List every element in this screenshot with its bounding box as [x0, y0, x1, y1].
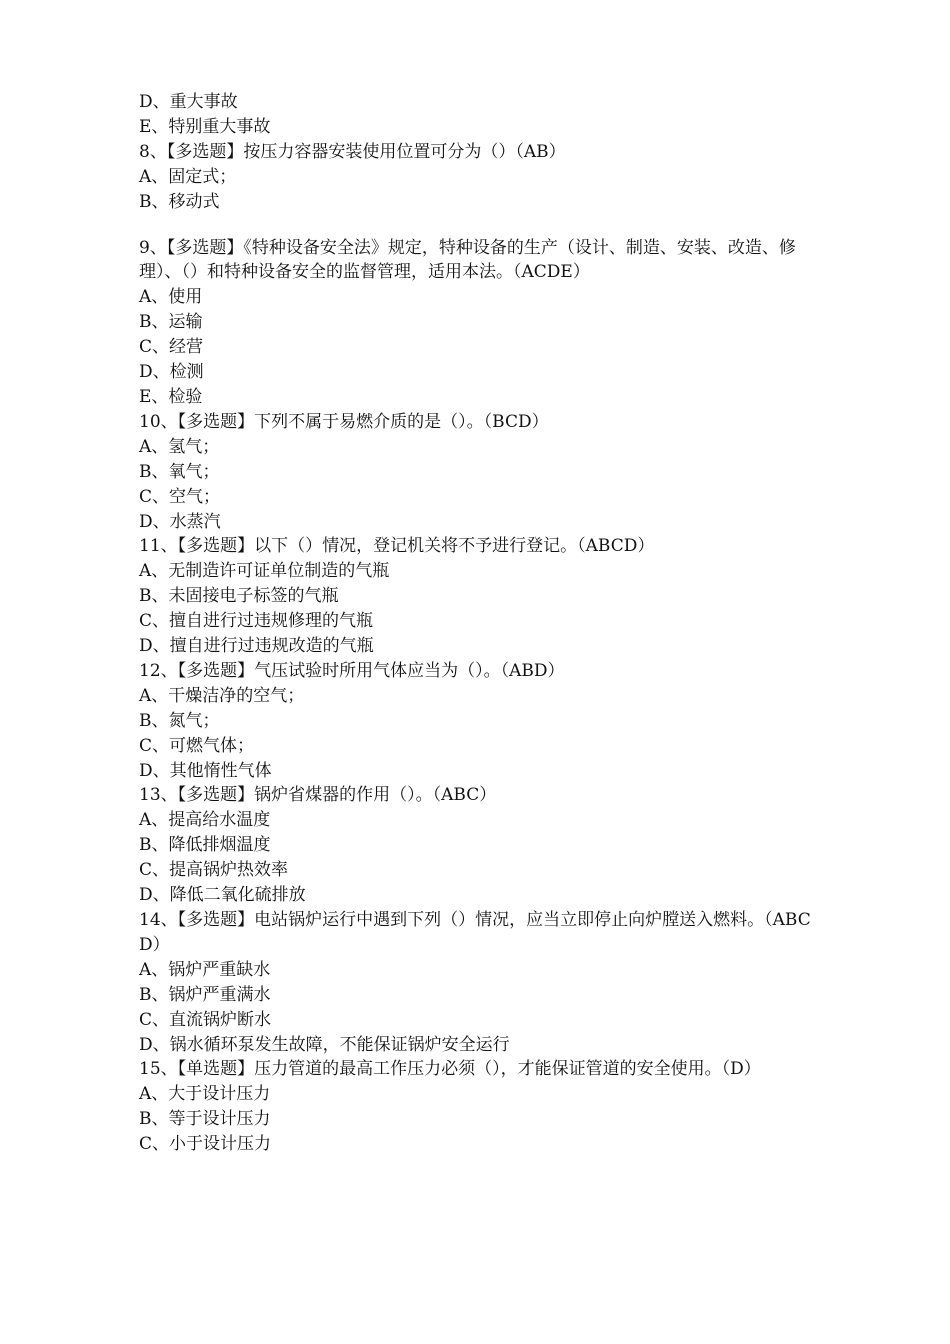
option-line: B、锅炉严重满水 — [139, 984, 271, 1005]
option-line: E、检验 — [139, 386, 203, 407]
question-line: 11、【多选题】以下（）情况，登记机关将不予进行登记。（ABCD） — [139, 536, 655, 557]
question-line: 8、【多选题】按压力容器安装使用位置可分为（）（AB） — [139, 141, 566, 162]
question-line: 10、【多选题】下列不属于易燃介质的是（）。（BCD） — [139, 411, 549, 432]
question-line: 15、【单选题】压力管道的最高工作压力必须（），才能保证管道的安全使用。（D） — [139, 1059, 761, 1080]
question-line: 12、【多选题】气压试验时所用气体应当为（）。（ABD） — [139, 660, 565, 681]
option-line: B、氧气； — [139, 461, 220, 482]
question-line: 9、【多选题】《特种设备安全法》规定，特种设备的生产（设计、制造、安装、改造、修理）、（）和特种设备安全的监督管理，适用本法。（ACDE） — [139, 237, 796, 283]
option-line: B、运输 — [139, 312, 203, 333]
option-line: C、提高锅炉热效率 — [139, 860, 289, 881]
option-line: C、空气； — [139, 486, 221, 507]
option-line: D、擅自进行过违规改造的气瓶 — [139, 636, 374, 657]
option-line: A、无制造许可证单位制造的气瓶 — [139, 561, 390, 582]
option-line: B、未固接电子标签的气瓶 — [139, 586, 339, 607]
option-line: A、使用 — [139, 287, 203, 308]
option-line: C、小于设计压力 — [139, 1134, 272, 1155]
option-line: B、氮气； — [139, 710, 220, 731]
option-line: A、锅炉严重缺水 — [139, 959, 271, 980]
option-line: D、降低二氧化硫排放 — [139, 885, 306, 906]
option-line: D、检测 — [139, 362, 204, 383]
option-line: D、其他惰性气体 — [139, 760, 272, 781]
option-line: C、经营 — [139, 337, 204, 358]
option-line: B、降低排烟温度 — [139, 835, 271, 856]
option-line: C、直流锅炉断水 — [139, 1009, 272, 1030]
option-line: E、特别重大事故 — [139, 116, 271, 137]
option-line: A、固定式； — [139, 166, 237, 187]
option-line: A、提高给水温度 — [139, 810, 271, 831]
question-line: 14、【多选题】电站锅炉运行中遇到下列（）情况，应当立即停止向炉膛送入燃料。（ABCD） — [139, 910, 811, 955]
option-line: B、移动式 — [139, 191, 220, 212]
blank-spacer — [139, 215, 829, 236]
option-line: C、可燃气体； — [139, 735, 255, 756]
option-line: A、干燥洁净的空气； — [139, 685, 305, 706]
option-line: D、锅水循环泵发生故障，不能保证锅炉安全运行 — [139, 1034, 510, 1055]
option-line: C、擅自进行过违规修理的气瓶 — [139, 611, 374, 632]
option-line: D、水蒸汽 — [139, 511, 221, 532]
question-line: 13、【多选题】锅炉省煤器的作用（）。（ABC） — [139, 785, 497, 806]
option-line: D、重大事故 — [139, 92, 238, 112]
option-line: A、大于设计压力 — [139, 1084, 271, 1105]
question-list — [139, 90, 829, 1157]
option-line: A、氢气； — [139, 436, 220, 457]
option-line: B、等于设计压力 — [139, 1109, 271, 1130]
